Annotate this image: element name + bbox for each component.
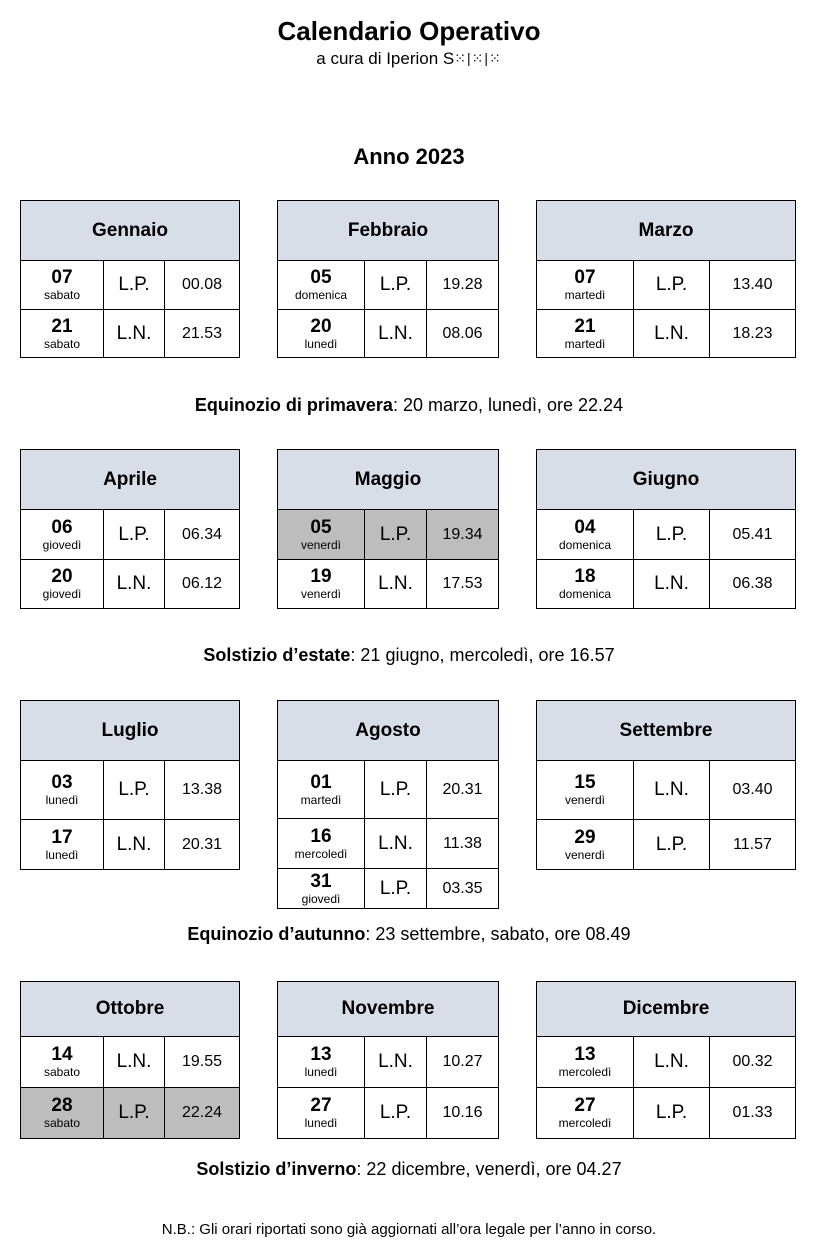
phase-cell: L.N. bbox=[104, 560, 165, 608]
day-number: 29 bbox=[574, 826, 596, 848]
time-cell: 19.28 bbox=[442, 276, 483, 293]
day-number: 07 bbox=[574, 267, 596, 288]
day-number: 13 bbox=[574, 1044, 596, 1065]
month-header: Dicembre bbox=[536, 981, 796, 1037]
month-header: Marzo bbox=[536, 200, 796, 261]
day-number: 27 bbox=[574, 1095, 596, 1116]
moon-phase-row bbox=[536, 761, 796, 820]
phase-cell: L.N. bbox=[634, 560, 710, 608]
weekday: sabato bbox=[43, 336, 81, 351]
day-number: 05 bbox=[310, 267, 332, 288]
date-cell bbox=[21, 1088, 104, 1138]
phase-cell: L.N. bbox=[104, 820, 165, 869]
day-number: 16 bbox=[310, 825, 332, 847]
time-cell: 10.27 bbox=[442, 1053, 483, 1070]
phase-cell: L.N. bbox=[365, 1037, 427, 1087]
time-cell: 11.38 bbox=[443, 834, 482, 852]
phase-cell: L.N. bbox=[365, 310, 427, 357]
phase-cell: L.P. bbox=[634, 820, 710, 869]
weekday: giovedì bbox=[42, 537, 82, 552]
month-giugno bbox=[536, 449, 796, 609]
date-cell bbox=[278, 869, 365, 908]
date-cell bbox=[21, 310, 104, 357]
moon-phase-row bbox=[20, 761, 240, 820]
day-number: 28 bbox=[51, 1095, 73, 1116]
phase-cell: L.P. bbox=[365, 1088, 427, 1138]
note-summer-label: Solstizio d’estate bbox=[203, 645, 351, 665]
time-cell: 05.41 bbox=[732, 525, 773, 543]
moon-phase-row bbox=[277, 510, 499, 560]
time-cell: 00.32 bbox=[732, 1053, 773, 1070]
note-spring-text: : 20 marzo, lunedì, ore 22.24 bbox=[392, 395, 624, 415]
note-winter bbox=[0, 1159, 818, 1180]
day-number: 04 bbox=[574, 516, 596, 538]
month-ottobre bbox=[20, 981, 240, 1139]
time-cell: 19.34 bbox=[442, 525, 483, 543]
date-cell bbox=[21, 560, 104, 608]
weekday: martedì bbox=[300, 792, 342, 807]
day-number: 21 bbox=[51, 315, 73, 337]
phase-cell: L.N. bbox=[104, 310, 165, 357]
date-cell bbox=[21, 261, 104, 309]
time-cell: 19.55 bbox=[181, 1053, 223, 1070]
phase-cell: L.P. bbox=[634, 1088, 710, 1138]
year-heading: Anno 2023 bbox=[353, 144, 465, 169]
weekday: giovedì bbox=[301, 891, 341, 906]
phase-cell: L.P. bbox=[365, 510, 427, 559]
phase-cell: L.P. bbox=[104, 510, 165, 559]
moon-phase-row bbox=[277, 261, 499, 310]
day-number: 13 bbox=[310, 1044, 332, 1065]
note-autumn-text: : 23 settembre, sabato, ore 08.49 bbox=[365, 924, 631, 944]
month-settembre bbox=[536, 700, 796, 870]
weekday: mercoledì bbox=[558, 1116, 612, 1130]
moon-phase-row bbox=[536, 1037, 796, 1088]
weekday: venerdì bbox=[564, 793, 606, 807]
time-cell: 01.33 bbox=[732, 1104, 773, 1121]
date-cell bbox=[537, 761, 634, 819]
month-agosto bbox=[277, 700, 499, 909]
date-cell bbox=[21, 820, 104, 869]
weekday: domenica bbox=[558, 587, 612, 601]
date-cell bbox=[278, 510, 365, 559]
moon-phase-row bbox=[536, 510, 796, 560]
moon-phase-row bbox=[536, 820, 796, 870]
note-spring bbox=[0, 395, 818, 416]
month-aprile bbox=[20, 449, 240, 609]
time-cell: 21.53 bbox=[181, 324, 223, 342]
phase-cell: L.P. bbox=[104, 1088, 165, 1138]
weekday: sabato bbox=[43, 288, 81, 302]
moon-phase-row bbox=[277, 1037, 499, 1088]
phase-cell: L.N. bbox=[634, 1037, 710, 1087]
moon-phase-row bbox=[536, 1088, 796, 1139]
date-cell bbox=[537, 261, 634, 309]
month-header: Maggio bbox=[277, 449, 499, 510]
phase-cell: L.N. bbox=[634, 761, 710, 819]
day-number: 06 bbox=[51, 516, 73, 538]
weekday: martedì bbox=[564, 288, 606, 302]
moon-phase-row bbox=[20, 510, 240, 560]
note-autumn bbox=[0, 924, 818, 945]
time-cell: 17.53 bbox=[442, 575, 483, 592]
subtitle-text: a cura di Iperion S bbox=[316, 49, 455, 68]
date-cell bbox=[21, 1037, 104, 1087]
month-header: Ottobre bbox=[20, 981, 240, 1037]
date-cell bbox=[21, 761, 104, 819]
phase-cell: L.P. bbox=[365, 869, 427, 908]
note-spring-label: Equinozio di primavera bbox=[194, 395, 393, 415]
time-cell: 06.12 bbox=[181, 575, 223, 592]
phase-cell: L.P. bbox=[104, 761, 165, 819]
day-number: 20 bbox=[51, 566, 73, 587]
moon-phase-row bbox=[536, 560, 796, 609]
month-gennaio bbox=[20, 200, 240, 358]
note-summer-text: : 21 giugno, mercoledì, ore 16.57 bbox=[350, 645, 615, 665]
day-number: 19 bbox=[310, 566, 332, 587]
time-cell: 20.31 bbox=[442, 780, 483, 798]
weekday: lunedì bbox=[304, 336, 338, 351]
month-header: Agosto bbox=[277, 700, 499, 761]
date-cell bbox=[537, 310, 634, 357]
moon-phase-row bbox=[277, 310, 499, 358]
date-cell bbox=[537, 510, 634, 559]
time-cell: 06.34 bbox=[181, 525, 223, 543]
moon-phase-row bbox=[20, 560, 240, 609]
day-number: 05 bbox=[310, 516, 332, 538]
moon-phase-row bbox=[277, 869, 499, 909]
moon-phase-row bbox=[536, 310, 796, 358]
day-number: 07 bbox=[51, 267, 73, 288]
note-winter-text: : 22 dicembre, venerdì, ore 04.27 bbox=[356, 1159, 622, 1179]
month-header: Settembre bbox=[536, 700, 796, 761]
month-header: Febbraio bbox=[277, 200, 499, 261]
day-number: 21 bbox=[574, 315, 596, 337]
weekday: mercoledì bbox=[294, 846, 348, 861]
day-number: 15 bbox=[574, 772, 596, 793]
weekday: sabato bbox=[43, 1116, 81, 1130]
moon-phase-row bbox=[20, 261, 240, 310]
day-number: 14 bbox=[51, 1044, 73, 1065]
moon-phase-row bbox=[20, 1037, 240, 1088]
weekday: sabato bbox=[43, 1065, 81, 1079]
phase-cell: L.P. bbox=[104, 261, 165, 309]
day-number: 17 bbox=[51, 826, 73, 848]
time-cell: 08.06 bbox=[442, 324, 483, 342]
date-cell bbox=[537, 1088, 634, 1138]
moon-phase-row bbox=[277, 560, 499, 609]
date-cell bbox=[278, 1088, 365, 1138]
weekday: giovedì bbox=[42, 587, 82, 601]
date-cell bbox=[537, 1037, 634, 1087]
page-subtitle bbox=[0, 49, 818, 69]
phase-cell: L.P. bbox=[365, 261, 427, 309]
moon-phase-row bbox=[277, 819, 499, 869]
page-title: Calendario Operativo bbox=[277, 16, 541, 46]
month-marzo bbox=[536, 200, 796, 358]
date-cell bbox=[21, 510, 104, 559]
note-summer bbox=[0, 645, 818, 666]
weekday: venerdì bbox=[300, 587, 342, 601]
weekday: domenica bbox=[558, 537, 612, 552]
date-cell bbox=[278, 819, 365, 868]
weekday: lunedì bbox=[45, 793, 79, 807]
month-header: Gennaio bbox=[20, 200, 240, 261]
date-cell bbox=[537, 560, 634, 608]
day-number: 03 bbox=[51, 772, 73, 793]
moon-phase-row bbox=[20, 310, 240, 358]
weekday: venerdì bbox=[564, 847, 606, 862]
moon-phase-row bbox=[277, 1088, 499, 1139]
time-cell: 00.08 bbox=[181, 276, 223, 293]
moon-phase-row bbox=[20, 1088, 240, 1139]
time-cell: 10.16 bbox=[442, 1104, 483, 1121]
time-cell: 22.24 bbox=[181, 1104, 223, 1121]
date-cell bbox=[278, 1037, 365, 1087]
moon-phase-row bbox=[20, 820, 240, 870]
month-header: Novembre bbox=[277, 981, 499, 1037]
weekday: mercoledì bbox=[558, 1065, 612, 1079]
time-cell: 18.23 bbox=[732, 324, 773, 342]
weekday: lunedì bbox=[45, 847, 79, 862]
weekday: domenica bbox=[294, 288, 348, 302]
day-number: 01 bbox=[310, 771, 332, 793]
time-cell: 13.40 bbox=[732, 276, 773, 293]
note-autumn-label: Equinozio d’autunno bbox=[187, 924, 366, 944]
month-header: Aprile bbox=[20, 449, 240, 510]
month-febbraio bbox=[277, 200, 499, 358]
weekday: martedì bbox=[564, 336, 606, 351]
day-number: 20 bbox=[310, 315, 332, 337]
phase-cell: L.N. bbox=[365, 560, 427, 608]
phase-cell: L.P. bbox=[365, 761, 427, 818]
weekday: lunedì bbox=[304, 1065, 338, 1079]
time-cell: 20.31 bbox=[181, 835, 223, 853]
month-header: Giugno bbox=[536, 449, 796, 510]
date-cell bbox=[278, 761, 365, 818]
phase-cell: L.N. bbox=[634, 310, 710, 357]
time-cell: 03.35 bbox=[442, 879, 483, 897]
weekday: venerdì bbox=[300, 537, 342, 552]
footer-note: N.B.: Gli orari riportati sono già aggiornati all’ora legale per l’anno in corso. bbox=[161, 1221, 657, 1238]
weekday: lunedì bbox=[304, 1116, 338, 1130]
note-winter-label: Solstizio d’inverno bbox=[196, 1159, 357, 1179]
phase-cell: L.P. bbox=[634, 261, 710, 309]
date-cell bbox=[278, 261, 365, 309]
phase-cell: L.P. bbox=[634, 510, 710, 559]
moon-phase-row bbox=[536, 261, 796, 310]
logo-dots: ⁙|⁙|⁙ bbox=[454, 50, 502, 66]
time-cell: 06.38 bbox=[732, 575, 773, 592]
month-maggio bbox=[277, 449, 499, 609]
day-number: 31 bbox=[310, 870, 332, 892]
date-cell bbox=[537, 820, 634, 869]
date-cell bbox=[278, 560, 365, 608]
month-luglio bbox=[20, 700, 240, 870]
month-novembre bbox=[277, 981, 499, 1139]
day-number: 18 bbox=[574, 566, 596, 587]
day-number: 27 bbox=[310, 1095, 332, 1116]
phase-cell: L.N. bbox=[365, 819, 427, 868]
time-cell: 13.38 bbox=[181, 781, 223, 798]
time-cell: 03.40 bbox=[732, 781, 773, 798]
date-cell bbox=[278, 310, 365, 357]
month-header: Luglio bbox=[20, 700, 240, 761]
moon-phase-row bbox=[277, 761, 499, 819]
time-cell: 11.57 bbox=[733, 835, 772, 853]
phase-cell: L.N. bbox=[104, 1037, 165, 1087]
month-dicembre bbox=[536, 981, 796, 1139]
